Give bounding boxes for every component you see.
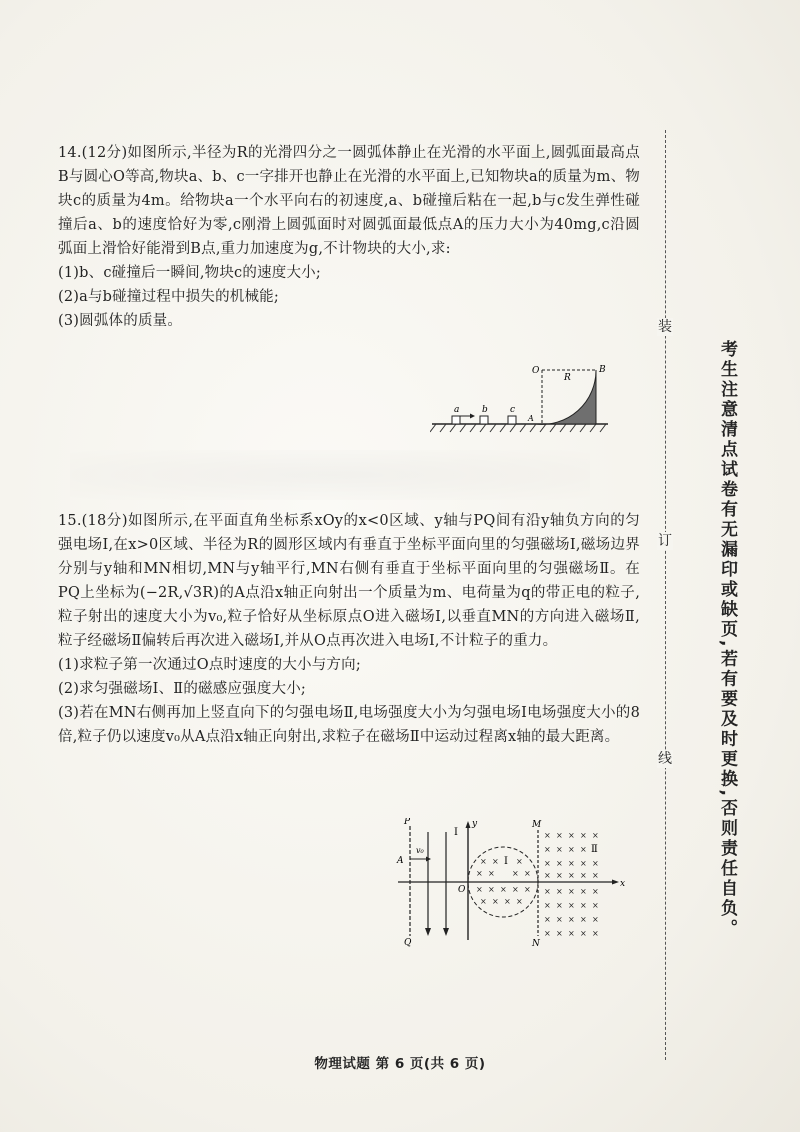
label-B1: Ⅰ <box>504 856 508 867</box>
svg-text:×: × <box>504 897 511 906</box>
svg-text:×: × <box>544 859 551 868</box>
label-A: A <box>528 414 534 423</box>
svg-text:×: × <box>556 871 563 880</box>
svg-text:×: × <box>544 887 551 896</box>
label-v0: v₀ <box>416 846 424 855</box>
question-14-sub-1: (1)b、c碰撞后一瞬间,物块c的速度大小; <box>58 265 321 281</box>
svg-text:×: × <box>580 901 587 910</box>
svg-text:×: × <box>568 929 575 938</box>
svg-text:×: × <box>524 869 531 878</box>
label-N: N <box>532 939 540 949</box>
svg-text:×: × <box>524 885 531 894</box>
label-a: a <box>454 405 460 415</box>
svg-text:×: × <box>556 845 563 854</box>
svg-text:×: × <box>592 915 599 924</box>
svg-text:×: × <box>544 845 551 854</box>
svg-text:×: × <box>488 885 495 894</box>
svg-text:×: × <box>488 869 495 878</box>
svg-text:×: × <box>580 915 587 924</box>
binding-char-xian: 线 <box>658 751 672 767</box>
svg-text:×: × <box>568 859 575 868</box>
binding-dashed-line <box>665 130 666 1060</box>
label-P: P <box>404 818 411 827</box>
block-c <box>508 416 516 424</box>
svg-text:×: × <box>580 831 587 840</box>
label-B: B <box>599 365 606 375</box>
svg-text:×: × <box>568 831 575 840</box>
question-14-sub-2: (2)a与b碰撞过程中损失的机械能; <box>58 289 279 305</box>
label-b: b <box>482 405 488 415</box>
ground-hatch <box>430 424 606 432</box>
svg-text:×: × <box>556 929 563 938</box>
y-axis-arrowhead <box>466 821 471 828</box>
velocity-arrowhead <box>470 414 475 419</box>
svg-text:×: × <box>580 887 587 896</box>
svg-text:×: × <box>492 897 499 906</box>
svg-text:×: × <box>512 869 519 878</box>
svg-text:×: × <box>592 929 599 938</box>
svg-text:×: × <box>544 901 551 910</box>
svg-text:×: × <box>544 915 551 924</box>
label-O: O <box>458 885 466 895</box>
block-a <box>452 416 460 424</box>
svg-text:×: × <box>592 887 599 896</box>
svg-text:×: × <box>544 871 551 880</box>
label-y: y <box>472 819 478 829</box>
svg-text:×: × <box>480 857 487 866</box>
svg-text:×: × <box>516 857 523 866</box>
label-R: R <box>564 373 571 383</box>
svg-text:×: × <box>516 897 523 906</box>
svg-text:×: × <box>592 901 599 910</box>
svg-text:×: × <box>544 929 551 938</box>
label-A: A <box>397 856 404 866</box>
label-B2: Ⅱ <box>591 844 598 855</box>
svg-text:×: × <box>500 885 507 894</box>
svg-text:×: × <box>592 831 599 840</box>
svg-text:×: × <box>568 901 575 910</box>
question-14-figure <box>430 360 610 440</box>
question-15 <box>58 509 640 749</box>
question-14-sub-3: (3)圆弧体的质量。 <box>58 313 183 329</box>
scan-smudge <box>70 450 590 500</box>
binding-char-ding: 订 <box>658 533 672 549</box>
svg-text:×: × <box>568 871 575 880</box>
svg-text:×: × <box>556 915 563 924</box>
svg-text:×: × <box>556 831 563 840</box>
svg-text:×: × <box>480 897 487 906</box>
question-15-figure <box>392 818 632 950</box>
question-14 <box>58 141 640 333</box>
label-E1: Ⅰ <box>454 827 458 838</box>
side-notice: 考生注意清点试卷有无漏印或缺页,若有要及时更换,否则责任自负。 <box>717 340 737 939</box>
page-footer: 物理试题 第 6 页(共 6 页) <box>314 1056 486 1072</box>
label-O: O <box>532 366 540 376</box>
x-axis-arrowhead <box>612 880 619 885</box>
label-c: c <box>510 405 516 415</box>
svg-text:×: × <box>592 859 599 868</box>
svg-text:×: × <box>556 901 563 910</box>
svg-text:×: × <box>544 831 551 840</box>
question-14-stem: 14.(12分)如图所示,半径为R的光滑四分之一圆弧体静止在光滑的水平面上,圆弧面最高点B与圆心O等高,物块a、b、c一字排开也静止在光滑的水平面上,已知物块a的质量为m、物块c的质量为4m。给物块a一个水平向右的初速度,a、b碰撞后粘在一起,b与c发生弹性碰撞后a、b的速度恰好为零,c刚滑上圆弧面时对圆弧面最低点A的压力大小为40mg,c沿圆弧面上滑恰好能滑到B点,重力加速度为g,不计物块的大小,求: <box>58 145 640 257</box>
svg-text:×: × <box>568 887 575 896</box>
question-15-sub-2: (2)求匀强磁场Ⅰ、Ⅱ的磁感应强度大小; <box>58 681 307 697</box>
question-15-sub-3: (3)若在MN右侧再加上竖直向下的匀强电场Ⅱ,电场强度大小为匀强电场Ⅰ电场强度大小的8倍,粒子仍以速度v₀从A点沿x轴正向射出,求粒子在磁场Ⅱ中运动过程离x轴的最大距离。 <box>58 705 640 745</box>
svg-text:×: × <box>568 845 575 854</box>
electric-field-lines <box>425 832 449 936</box>
svg-text:×: × <box>580 871 587 880</box>
svg-text:×: × <box>492 857 499 866</box>
svg-text:×: × <box>580 845 587 854</box>
label-x: x <box>620 879 626 889</box>
binding-char-zhuang: 装 <box>658 319 672 335</box>
svg-text:×: × <box>476 885 483 894</box>
question-15-sub-1: (1)求粒子第一次通过O点时速度的大小与方向; <box>58 657 361 673</box>
block-b <box>480 416 488 424</box>
question-15-stem: 15.(18分)如图所示,在平面直角坐标系xOy的x<0区域、y轴与PQ间有沿y轴负方向的匀强电场Ⅰ,在x>0区域、半径为R的圆形区域内有垂直于坐标平面向里的匀强磁场Ⅰ,磁场边界分别与y轴和MN相切,MN与y轴平行,MN右侧有垂直于坐标平面向里的匀强磁场Ⅱ。在PQ上坐标为(−2R,√3R)的A点沿x轴正向射出一个质量为m、电荷量为q的带正电的粒子,粒子射出的速度大小为v₀,粒子恰好从坐标原点O进入磁场Ⅰ,以垂直MN的方向进入磁场Ⅱ,粒子经磁场Ⅱ偏转后再次进入磁场Ⅰ,并从O点再次进入电场Ⅰ,不计粒子的重力。 <box>58 513 640 649</box>
label-Q: Q <box>404 938 412 948</box>
svg-text:×: × <box>580 859 587 868</box>
svg-text:×: × <box>568 915 575 924</box>
svg-text:×: × <box>476 869 483 878</box>
label-M: M <box>532 820 542 830</box>
svg-text:×: × <box>592 871 599 880</box>
svg-text:×: × <box>580 929 587 938</box>
svg-text:×: × <box>556 887 563 896</box>
svg-text:×: × <box>512 885 519 894</box>
svg-text:×: × <box>556 859 563 868</box>
